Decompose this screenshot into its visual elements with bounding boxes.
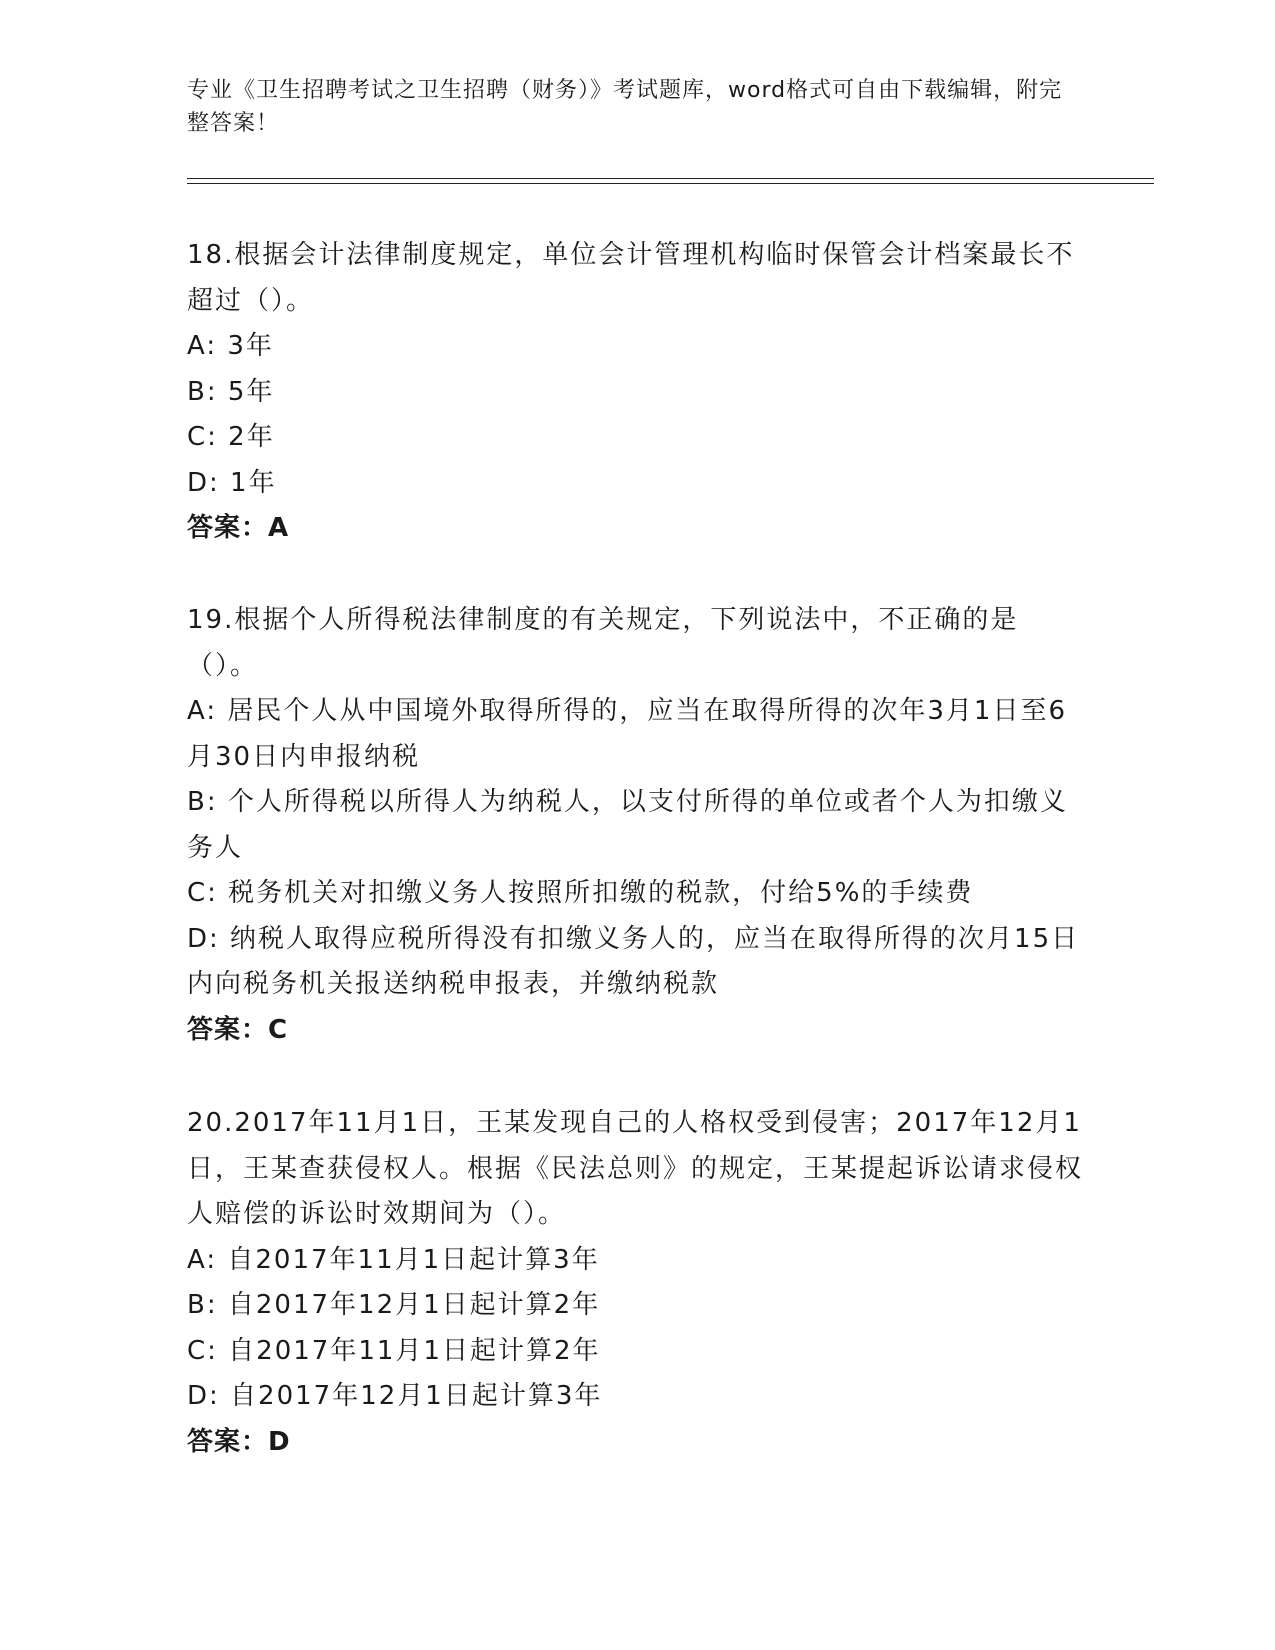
answer-line: 答案：A [187,513,290,543]
question-18 [187,233,1087,552]
option-b: B: 个人所得税以所得人为纳税人，以支付所得的单位或者个人为扣缴义务人 [187,787,1068,863]
header-divider-top [187,178,1154,179]
answer-line: 答案：D [187,1426,291,1457]
option-d: D: 纳税人取得应税所得没有扣缴义务人的，应当在取得所得的次月15日内向税务机关报送纳税申报表，并缴纳税款 [187,923,1080,999]
question-19 [187,598,1087,1053]
question-stem: 18.根据会计法律制度规定，单位会计管理机构临时保管会计档案最长不超过（）。 [187,240,1075,316]
header-divider-bottom [187,183,1154,184]
question-stem: 19.根据个人所得税法律制度的有关规定，下列说法中，不正确的是（）。 [187,605,1019,681]
question-stem: 20.2017年11月1日，王某发现自己的人格权受到侵害；2017年12月1日，王某查获侵权人。根据《民法总则》的规定，王某提起诉讼请求侵权人赔偿的诉讼时效期间为（）。 [187,1108,1084,1229]
option-c: C: 税务机关对扣缴义务人按照所扣缴的税款，付给5%的手续费 [187,878,974,908]
option-a: A: 居民个人从中国境外取得所得的，应当在取得所得的次年3月1日至6月30日内申报纳税 [187,696,1067,772]
option-d: D: 自2017年12月1日起计算3年 [187,1381,603,1411]
question-20 [187,1101,1087,1465]
answer-line: 答案：C [187,1014,289,1045]
option-b: B: 5年 [187,376,275,407]
option-a: A: 自2017年11月1日起计算3年 [187,1244,600,1275]
option-b: B: 自2017年12月1日起计算2年 [187,1290,601,1320]
option-c: C: 自2017年11月1日起计算2年 [187,1335,601,1366]
document-header: 专业《卫生招聘考试之卫生招聘（财务）》考试题库，word格式可自由下载编辑，附完整答案！ [187,78,1063,136]
option-a: A: 3年 [187,331,274,361]
option-d: D: 1年 [187,467,277,498]
option-c: C: 2年 [187,422,275,452]
